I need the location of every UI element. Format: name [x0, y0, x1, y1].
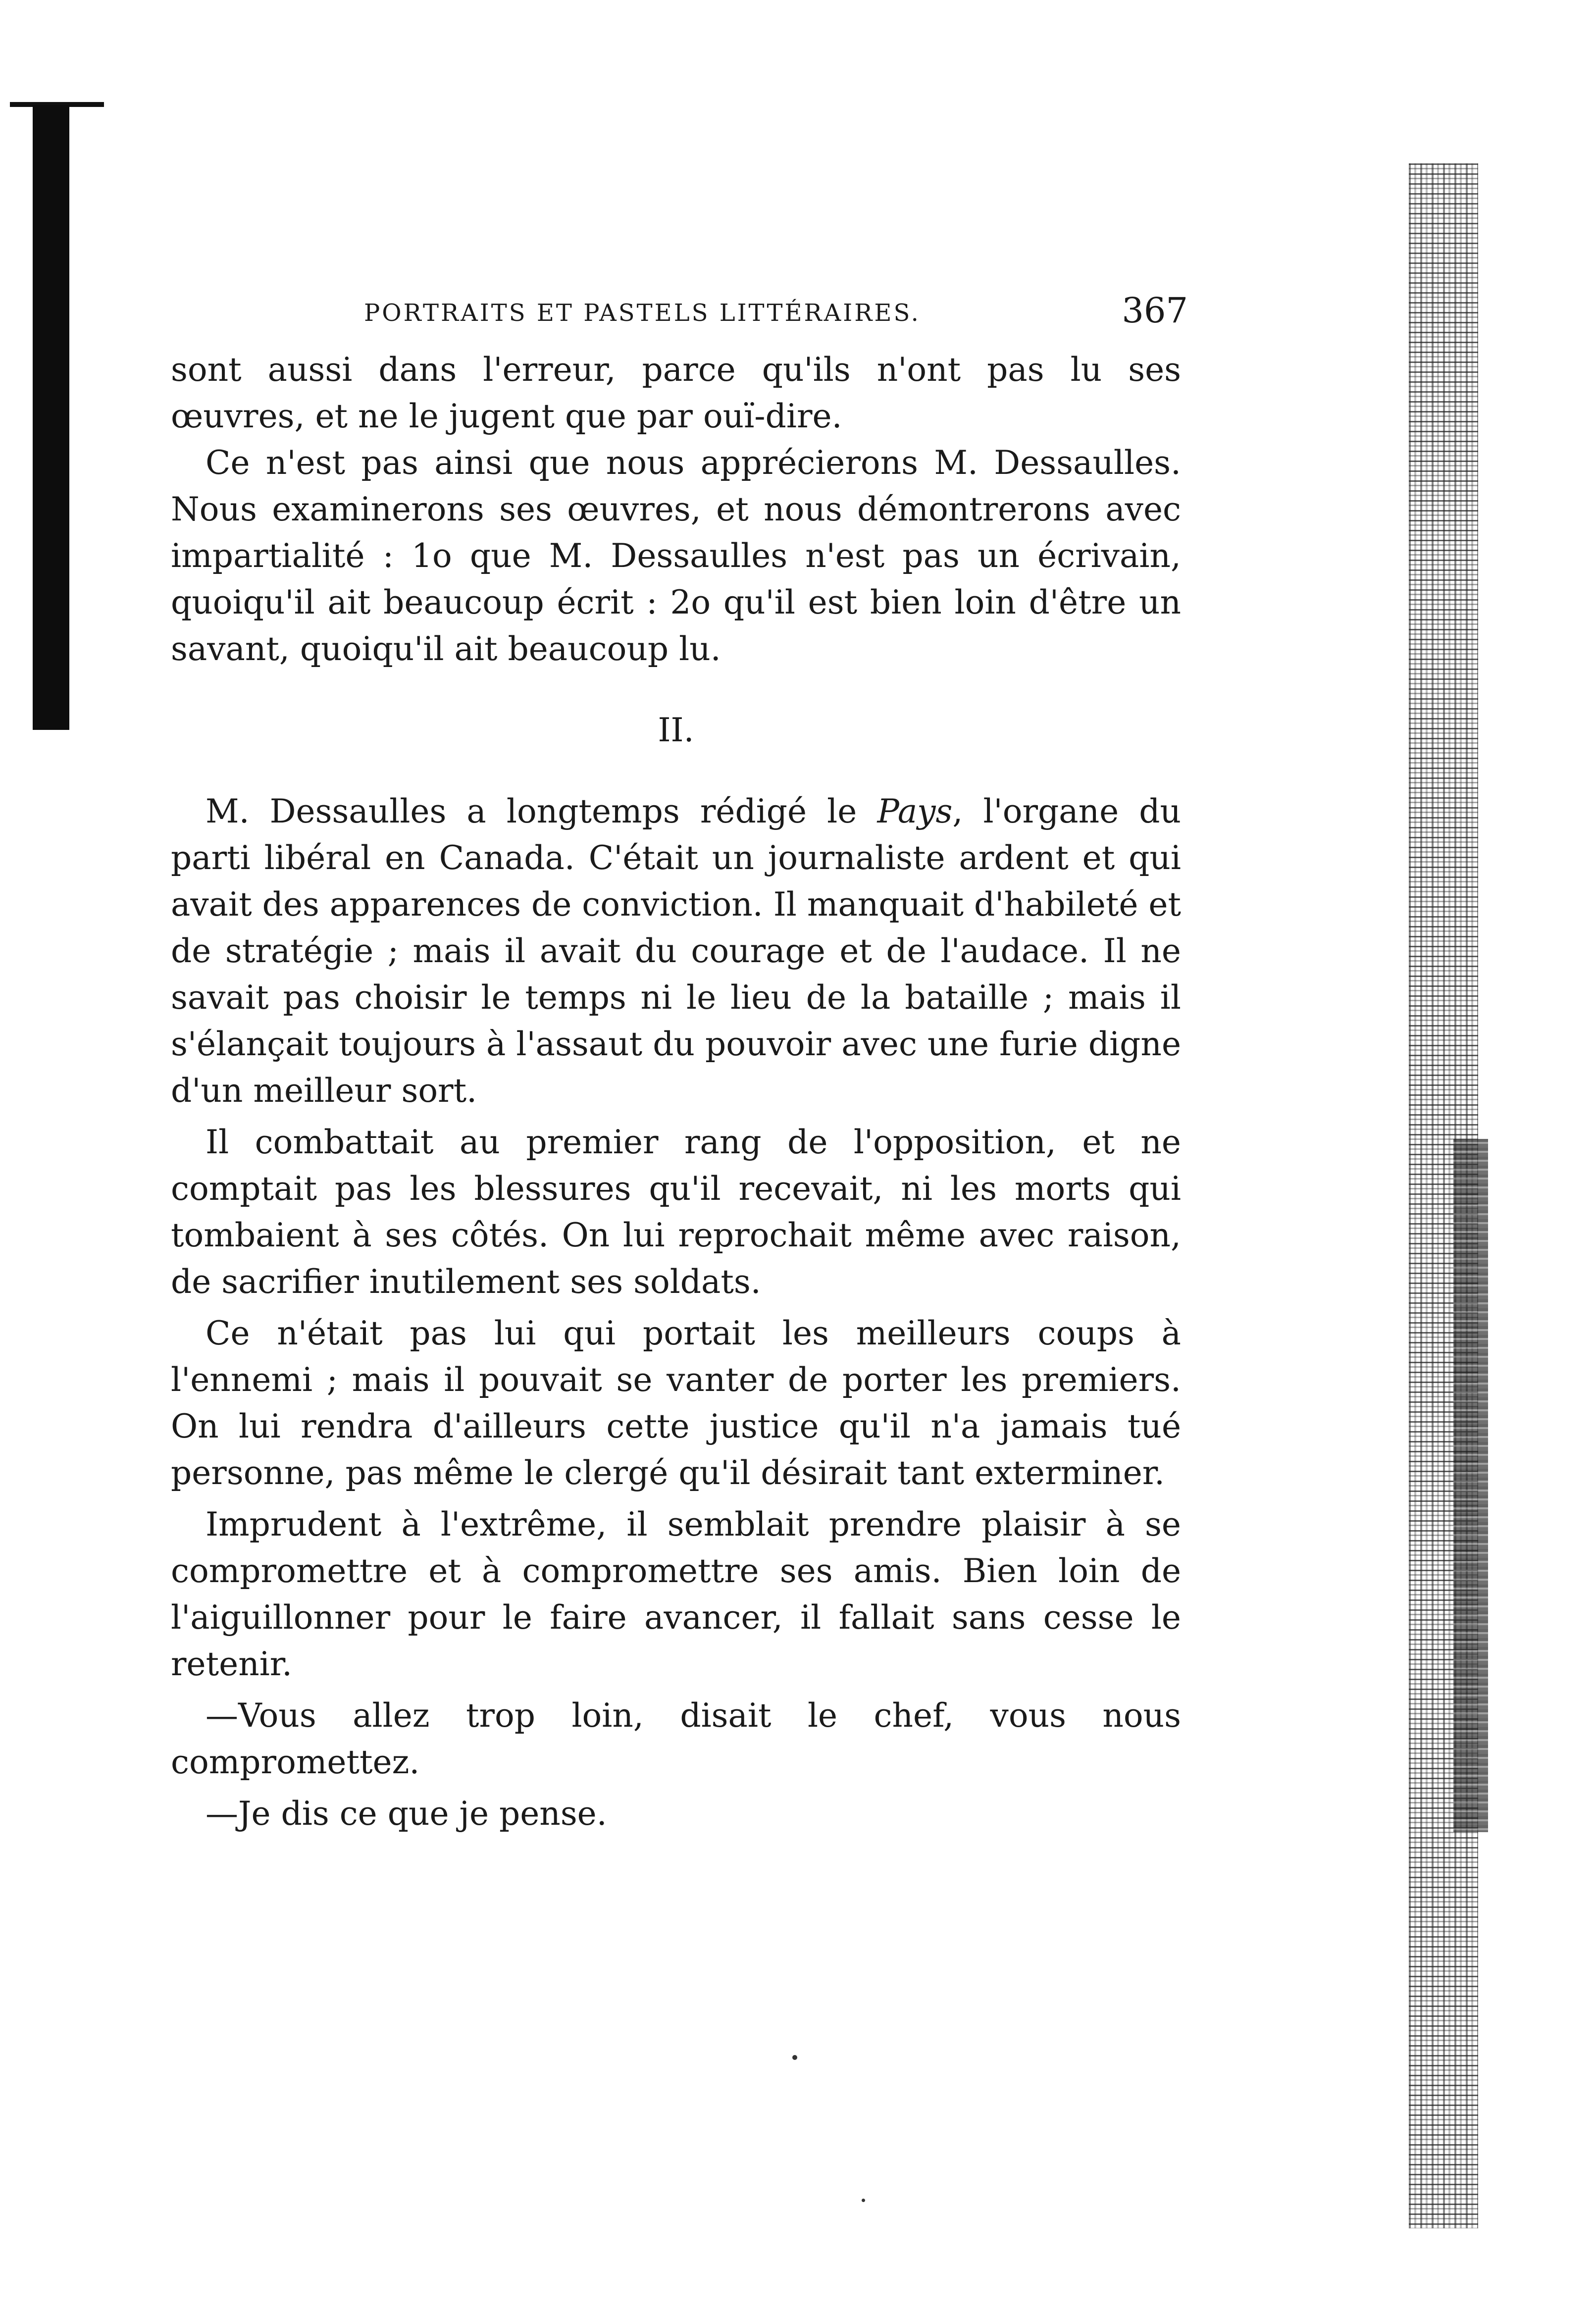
scan-speck: [862, 2199, 865, 2202]
scan-speck: [792, 2055, 797, 2060]
paragraph-1: sont aussi dans l'erreur, parce qu'ils n'ont pas lu ses œuvres, et ne le jugent que par ouï-dire.: [171, 351, 1181, 435]
paragraph-3-start: M. Dessaulles a longtemps rédigé le: [206, 792, 877, 830]
paragraph-2: Ce n'est pas ainsi que nous apprécierons M. Dessaulles. Nous examinerons ses œuvres, et nous démontrerons avec impartialité : 1o que M. Dessaulles n'est pas un écrivain, quoiqu'il ait beaucoup écrit : 2o qu'il est bien loin d'être un savant, quoiqu'il ait beaucoup lu.: [171, 444, 1181, 668]
paragraph-3-rest: , l'organe du parti libéral en Canada. C'était un journaliste ardent et qui avait des apparences de conviction. Il manquait d'habileté et de stratégie ; mais il avait du courage et de l'audace. Il ne savait pas choisir le temps ni le lieu de la bataille ; mais il s'élançait toujours à l'assaut du pouvoir avec une furie digne d'un meilleur sort.: [171, 792, 1181, 1110]
newspaper-title: Pays: [877, 792, 953, 830]
paragraph-5: Ce n'était pas lui qui portait les meilleurs coups à l'ennemi ; mais il pouvait se vanter de porter les premiers. On lui rendra d'ailleurs cette justice qu'il n'a jamais tué personne, pas même le clergé qu'il désirait tant exterminer.: [171, 1314, 1181, 1492]
section-number: II.: [658, 711, 694, 749]
paragraph-7: —Vous allez trop loin, disait le chef, vous nous compromettez.: [171, 1696, 1181, 1781]
running-head: [171, 277, 1188, 331]
scan-margin-bar: [33, 105, 69, 730]
paragraph-3: [171, 788, 1181, 1114]
paragraph-6: Imprudent à l'extrême, il semblait prendre plaisir à se compromettre et à compromettre ses amis. Bien loin de l'aiguillonner pour le faire avancer, il fallait sans cesse le retenir.: [171, 1505, 1181, 1683]
running-title: PORTRAITS ET PASTELS LITTÉRAIRES.: [364, 299, 921, 327]
scan-page-edge-dark: [1453, 1139, 1488, 1832]
book-page: [171, 277, 1188, 1837]
page-number: 367: [1122, 290, 1188, 331]
paragraph-4: Il combattait au premier rang de l'opposition, et ne comptait pas les blessures qu'il recevait, ni les morts qui tombaient à ses côtés. On lui reprochait même avec raison, de sacrifier inutilement ses soldats.: [171, 1123, 1181, 1301]
paragraph-8: —Je dis ce que je pense.: [206, 1795, 607, 1833]
